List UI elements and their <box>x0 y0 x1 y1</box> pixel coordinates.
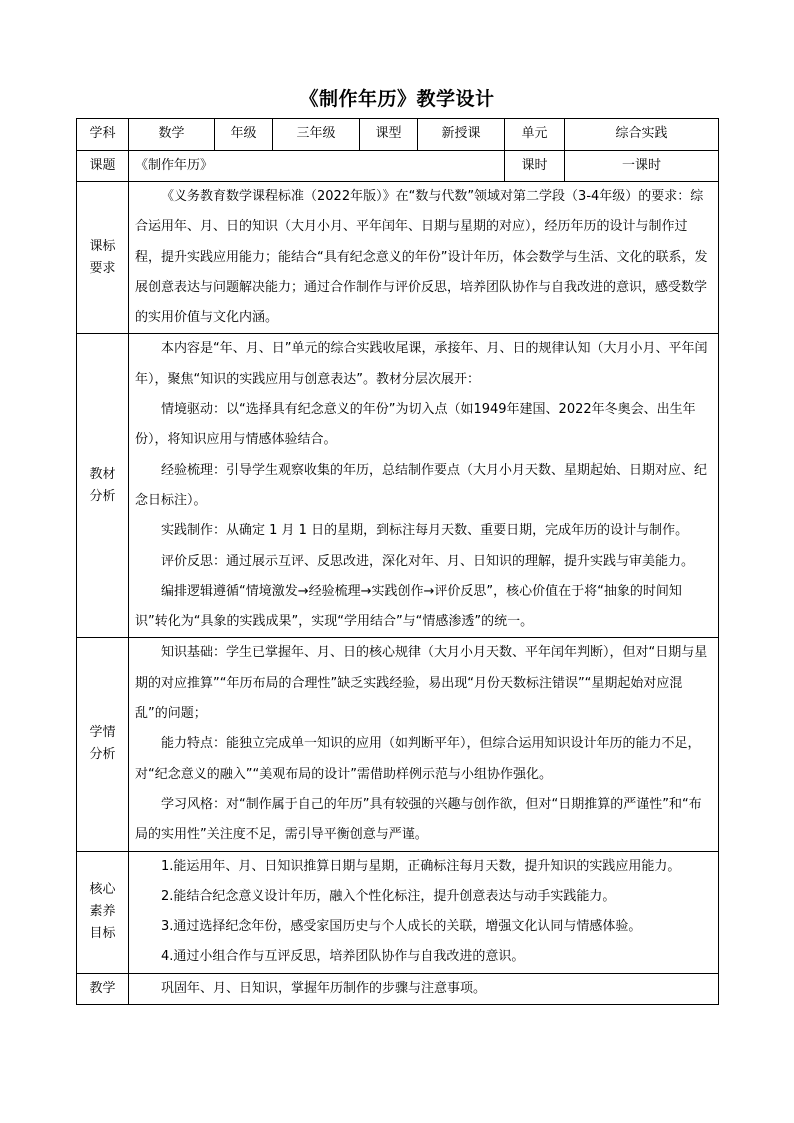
goal-item: 1.能运用年、月、日知识推算日期与星期，正确标注每月天数，提升知识的实践应用能力。 <box>161 858 681 874</box>
curriculum-paragraph: 《义务教育数学课程标准（2022年版）》在“数与代数”领域对第二学段（3-4年级）的要求：综合运用年、月、日的知识（大月小月、平年闰年、日期与星期的对应），经历年历的设计与制作过程，提升实践应用能力；能结合“具有纪念意义的年份”设计年历，体会数学与生活、文化的联系，发展创意表达与问题解决能力；通过合作制作与评价反思，培养团队协作与自我改进的意识，感受数学的实用价值与文化内涵。 <box>135 189 708 326</box>
topic-label: 课题 <box>77 150 129 182</box>
students-row <box>77 638 719 851</box>
textbook-paragraph: 编排逻辑遵循“情境激发→经验梳理→实践创作→评价反思”，核心价值在于将“抽象的时间知识”转化为“具象的实践成果”，实现“学用结合”与“情感渗透”的统一。 <box>135 583 682 630</box>
goals-label-line: 目标 <box>89 926 116 942</box>
students-label-line: 分析 <box>89 747 116 763</box>
goals-label-line: 核心 <box>89 882 116 898</box>
textbook-paragraph: 本内容是“年、月、日”单元的综合实践收尾课，承接年、月、日的规律认知（大月小月、平年闰年），聚焦“知识的实践应用与创意表达”。教材分层次展开： <box>135 341 708 387</box>
students-paragraph: 能力特点：能独立完成单一知识的应用（如判断平年），但综合运用知识设计年历的能力不足，对“纪念意义的融入”“美观布局的设计”需借助样例示范与小组协作强化。 <box>135 736 701 782</box>
students-paragraph: 学习风格：对“制作属于自己的年历”具有较强的兴趣与创作欲，但对“日期推算的严谨性”和“布局的实用性”关注度不足，需引导平衡创意与严谨。 <box>135 796 702 843</box>
curriculum-row <box>77 182 719 334</box>
textbook-paragraph: 实践制作：从确定 1 月 1 日的星期，到标注每月天数、重要日期，完成年历的设计与制作。 <box>161 523 689 539</box>
topic-row <box>77 150 719 182</box>
textbook-paragraph: 经验梳理：引导学生观察收集的年历，总结制作要点（大月小月天数、星期起始、日期对应、纪念日标注）。 <box>135 462 708 508</box>
goals-row <box>77 851 719 973</box>
students-paragraph: 知识基础：学生已掌握年、月、日的核心规律（大月小月天数、平年闰年判断），但对“日期与星期的对应推算”“年历布局的合理性”缺乏实践经验，易出现“月份天数标注错误”“星期起始对应混乱”的问题； <box>135 645 708 722</box>
textbook-content <box>129 334 719 638</box>
textbook-label <box>77 334 129 638</box>
textbook-row <box>77 334 719 638</box>
teaching-content <box>129 973 719 1005</box>
students-label <box>77 638 129 851</box>
teaching-text: 巩固年、月、日知识，掌握年历制作的步骤与注意事项。 <box>161 980 487 996</box>
goal-item: 3.通过选择纪念年份，感受家国历史与个人成长的关联，增强文化认同与情感体验。 <box>161 919 642 935</box>
curriculum-label-line: 课标 <box>89 238 116 254</box>
students-label-line: 学情 <box>89 725 116 741</box>
lesson-type-value: 新授课 <box>418 119 505 151</box>
lesson-type-label: 课型 <box>360 119 418 151</box>
teaching-label: 教学 <box>77 973 129 1005</box>
unit-value: 综合实践 <box>565 119 719 151</box>
subject-label: 学科 <box>77 119 129 151</box>
topic-value: 《制作年历》 <box>129 150 505 182</box>
curriculum-label <box>77 182 129 334</box>
goals-label-line: 素养 <box>89 904 116 920</box>
grade-label: 年级 <box>215 119 273 151</box>
goals-label <box>77 851 129 973</box>
curriculum-content <box>129 182 719 334</box>
textbook-paragraph: 情境驱动：以“选择具有纪念意义的年份”为切入点（如1949年建国、2022年冬奥会、出生年份），将知识应用与情感体验结合。 <box>135 402 696 448</box>
goal-item: 4.通过小组合作与互评反思，培养团队协作与自我改进的意识。 <box>161 949 525 965</box>
textbook-label-line: 分析 <box>89 488 116 504</box>
period-label: 课时 <box>505 150 565 182</box>
subject-value: 数学 <box>129 119 215 151</box>
lesson-plan-table <box>76 118 719 1005</box>
goals-content <box>129 851 719 973</box>
textbook-paragraph: 评价反思：通过展示互评、反思改进，深化对年、月、日知识的理解，提升实践与审美能力。 <box>161 553 695 569</box>
period-value: 一课时 <box>565 150 719 182</box>
unit-label: 单元 <box>505 119 565 151</box>
students-content <box>129 638 719 851</box>
header-row <box>77 119 719 151</box>
page-title: 《制作年历》教学设计 <box>299 88 495 110</box>
grade-value: 三年级 <box>273 119 360 151</box>
curriculum-label-line: 要求 <box>89 260 116 276</box>
goal-item: 2.能结合纪念意义设计年历，融入个性化标注，提升创意表达与动手实践能力。 <box>161 888 616 904</box>
textbook-label-line: 教材 <box>89 466 116 482</box>
teaching-row <box>77 973 719 1005</box>
